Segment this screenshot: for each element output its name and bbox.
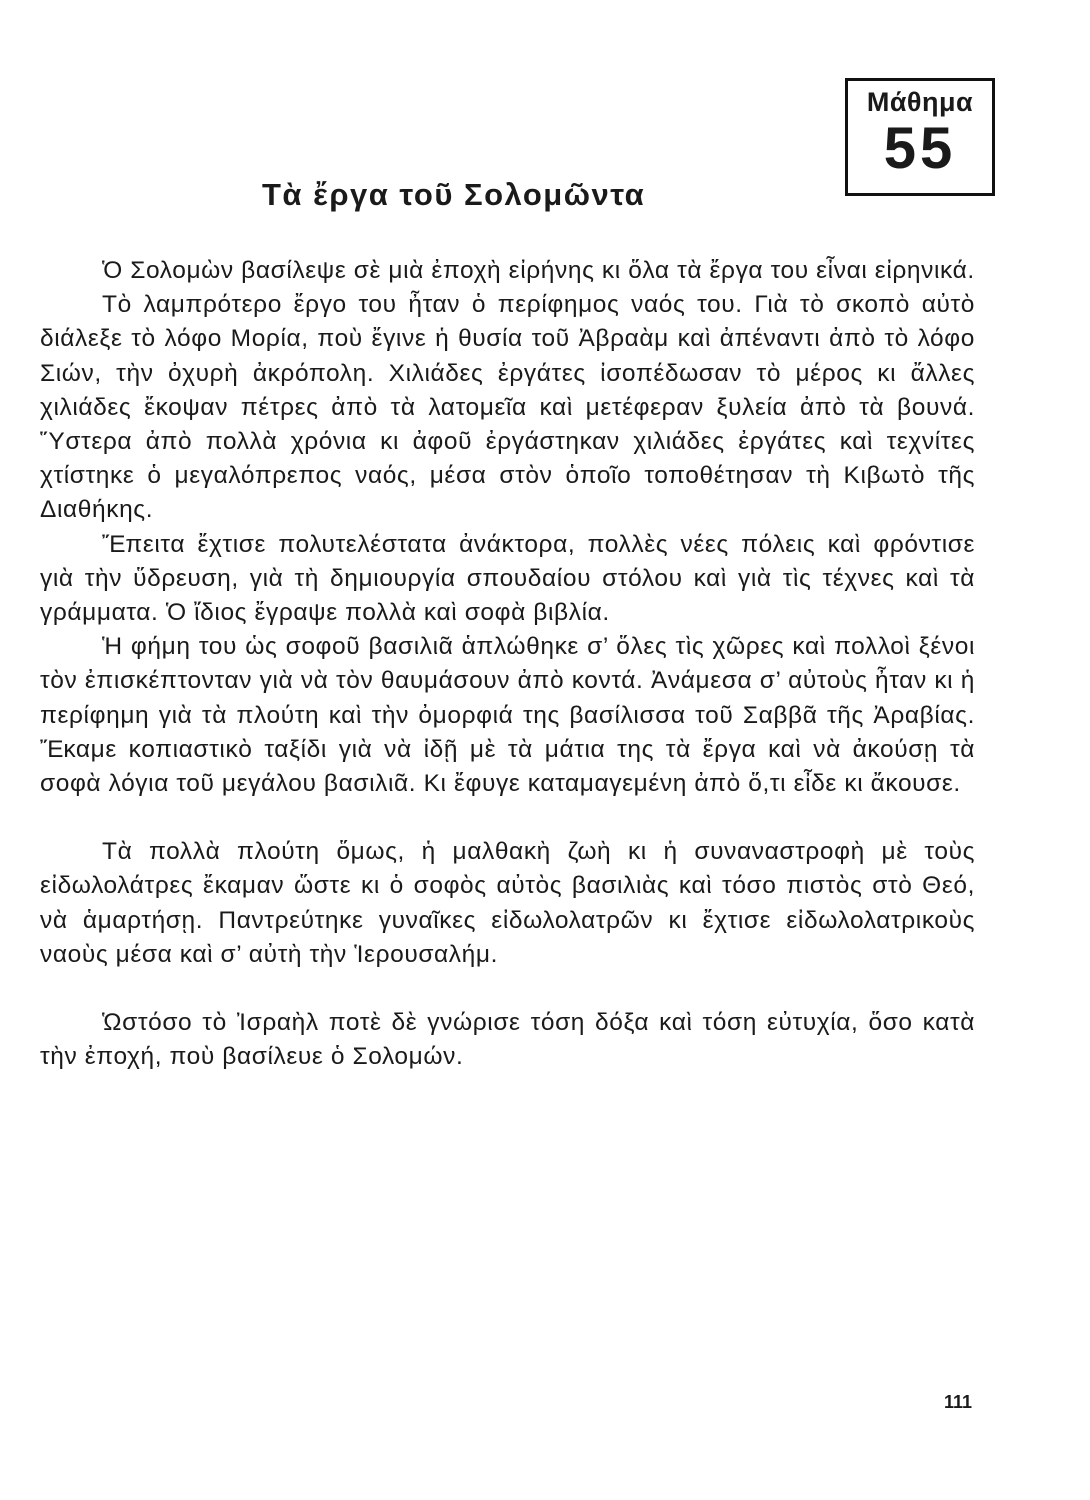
paragraph: Ἡ φήμη του ὡς σοφοῦ βασιλιᾶ ἁπλώθηκε σ’ ὅλες τὶς χῶρες καὶ πολλοὶ ξένοι τὸν ἐπισκέπτονταν γιὰ νὰ τὸν θαυμάσουν ἀπὸ κοντά. Ἀνάμεσα σ’ αὐτοὺς ἦταν κι ἡ περίφημη γιὰ τὰ πλούτη καὶ τὴν ὀμορφιά της βασίλισσα τοῦ Σαββᾶ τῆς Ἀραβίας. Ἔκαμε κοπιαστικὸ ταξίδι γιὰ νὰ ἰδῇ μὲ τὰ μάτια της τὰ ἔργα καὶ νὰ ἀκούσῃ τὰ σοφὰ λόγια τοῦ μεγάλου βασιλιᾶ. Κι ἔφυγε καταμαγεμένη ἀπὸ ὅ,τι εἶδε κι ἄκουσε. [40,633,975,798]
page-number: 111 [944,1392,973,1412]
lesson-number: 55 [883,116,957,181]
paragraph: Ὡστόσο τὸ Ἰσραὴλ ποτὲ δὲ γνώρισε τόση δόξα καὶ τόση εὐτυχία, ὅσο κατὰ τὴν ἐποχή, ποὺ βασίλευε ὁ Σολομών. [40,1009,975,1071]
paragraph: Ἔπειτα ἔχτισε πολυτελέστατα ἀνάκτορα, πολλὲς νέες πόλεις καὶ φρόντισε γιὰ τὴν ὕδρευση, γιὰ τὴ δημιουργία σπουδαίου στόλου καὶ γιὰ τὶς τέχνες καὶ τὰ γράμματα. Ὁ ἴδιος ἔγραψε πολλὰ καὶ σοφὰ βιβλία. [40,530,975,627]
paragraph: Ὁ Σολομὼν βασίλεψε σὲ μιὰ ἐποχὴ εἰρήνης κι ὅλα τὰ ἔργα του εἶναι εἰρηνικά. [102,257,975,284]
lesson-label: Μάθημα [866,87,974,117]
paragraph: Τὰ πολλὰ πλούτη ὅμως, ἡ μαλθακὴ ζωὴ κι ἡ συναναστροφὴ μὲ τοὺς εἰδωλολάτρες ἔκαμαν ὥστε κι ὁ σοφὸς αὐτὸς βασιλιὰς καὶ τόσο πιστὸς στὸ Θεό, νὰ ἁμαρτήσῃ. Παντρεύτηκε γυναῖκες εἰδωλολατρῶν κι ἔχτισε εἰδωλολατρικοὺς ναοὺς μέσα καὶ σ’ αὐτὴ τὴν Ἱερουσαλήμ. [40,838,975,968]
lesson-badge [845,78,995,196]
body-text [40,254,975,1074]
paragraph: Τὸ λαμπρότερο ἔργο του ἦταν ὁ περίφημος ναός του. Γιὰ τὸ σκοπὸ αὐτὸ διάλεξε τὸ λόφο Μορία, ποὺ ἔγινε ἡ θυσία τοῦ Ἀβραὰμ καὶ ἀπέναντι ἀπὸ τὸ λόφο Σιών, τὴν ὀχυρὴ ἀκρόπολη. Χιλιάδες ἐργάτες ἰσοπέδωσαν τὸ μέρος κι ἄλλες χιλιάδες ἔκοψαν πέτρες ἀπὸ τὰ λατομεῖα καὶ μετέφεραν ξυλεία ἀπὸ τὰ βουνά. Ὕστερα ἀπὸ πολλὰ χρόνια κι ἀφοῦ ἐργάστηκαν χιλιάδες ἐργάτες καὶ τεχνίτες χτίστηκε ὁ μεγαλόπρεπος ναός, μέσα στὸν ὁποῖο τοποθέτησαν τὴ Κιβωτὸ τῆς Διαθήκης. [40,291,975,524]
page-title: Τὰ ἔργα τοῦ Σολομῶντα [262,177,646,212]
